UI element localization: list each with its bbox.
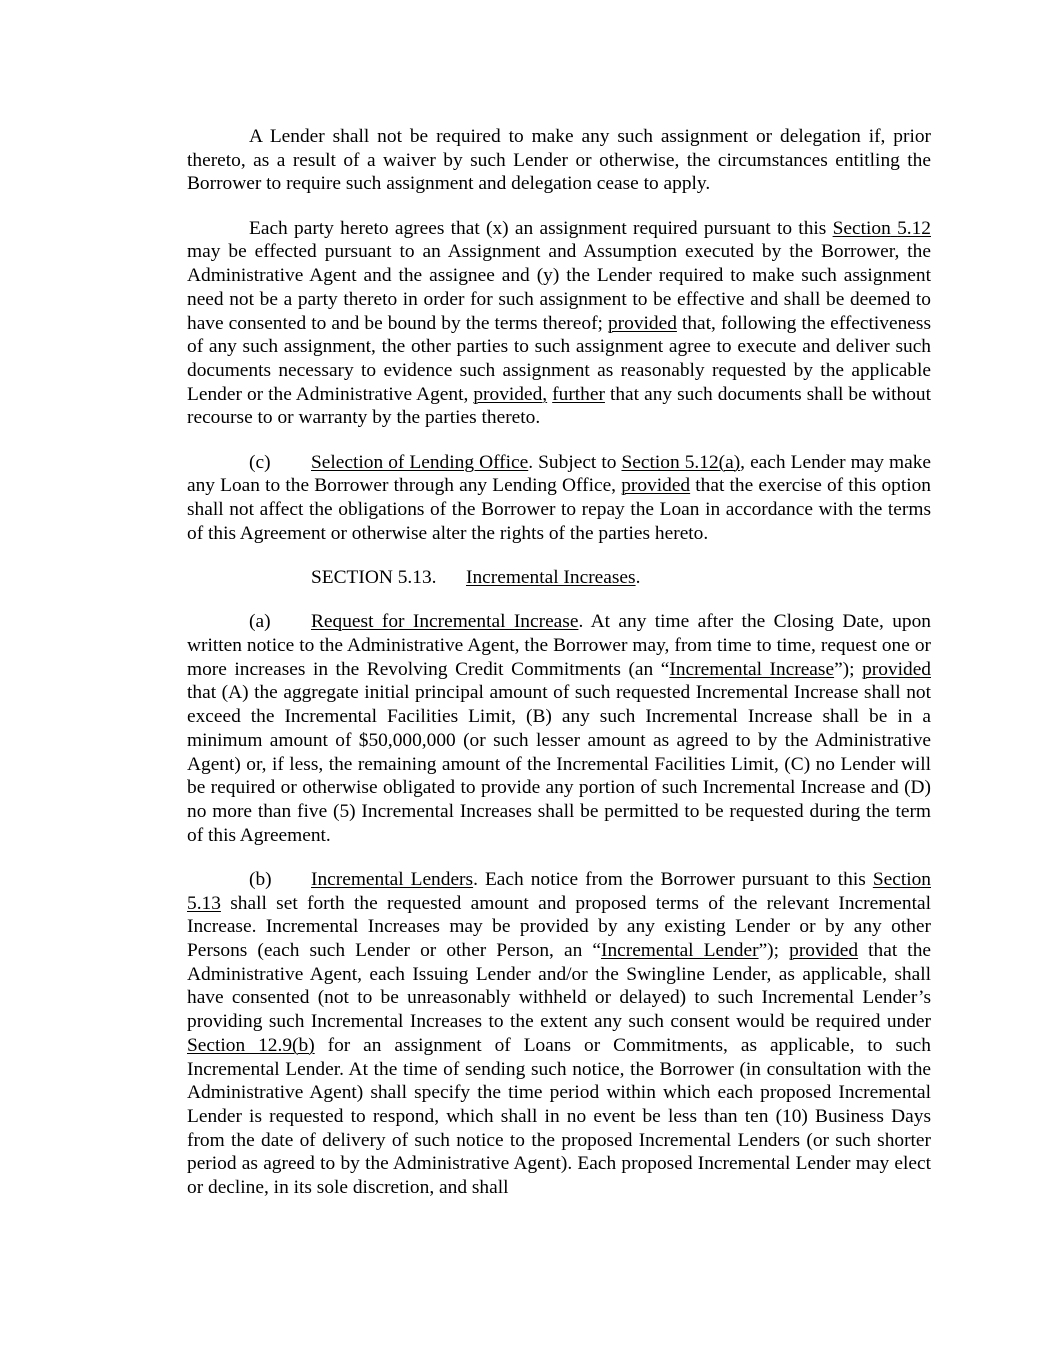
text-run: for an assignment of Loans or Commitments, as applicable, to such Incremental Lender. At the time of sending such notice, the Borrower (in consultation with the Administrative Agent) shall specify the time period within which each proposed Incremental Lender is requested to respond, which shall in no event be less than ten (10) Business Days from the date of delivery of such notice to the proposed Incremental Lenders (or such shorter period as agreed to by the Administrative Agent). Each proposed Incremental Lender may elect or decline, in its sole discretion, and shall [187,1034,931,1199]
provided-term: provided [862,658,931,680]
section-heading [187,566,931,590]
paragraph-request-for-incremental-increase [187,610,931,847]
clause-label: (c) [249,451,271,473]
section-reference-link[interactable]: Section 12.9(b) [187,1034,315,1056]
text-run: . Subject to [528,451,622,473]
text-run: . At any time after the Closing Date, upon written notice to the Administrative Agent, the Borrower may, from time to time, request one or more increases in the Revolving Credit Commitments (an “ [187,611,931,680]
text-run: that the Administrative Agent, each Issuing Lender and/or the Swingline Lender, as applicable, shall have consented (not to be unreasonably withheld or delayed) to such Incremental Lender’s providing such Incremental Increases to the extent any such consent would be required under [187,940,932,1033]
section-reference-link[interactable]: Section 5.12(a) [621,451,741,473]
text-run: shall set forth the requested amount and proposed terms of the relevant Incremental Increase. Incremental Increases may be provided by any existing Lender or by any other Persons (each such Lender or other Person, an “ [187,892,931,962]
paragraph-text: A Lender shall not be required to make any such assignment or delegation if, prior thereto, as a result of a waiver by such Lender or otherwise, the circumstances entitling the Borrower to require such assignment and delegation cease to apply. [187,126,931,195]
section-reference-link[interactable]: Section [832,217,891,239]
provided-term: provided [607,312,677,334]
provided-term: provided, [473,383,548,405]
provided-term: provided [789,940,859,962]
paragraph-selection-of-lending-office [187,451,931,546]
defined-term: Incremental Increase [669,658,835,680]
section-title: Incremental Increases [466,567,636,589]
text-run: that the exercise of this option shall not affect the obligations of the Borrower to repay the Loan in accordance with the terms of this Agreement or otherwise alter the rights of the parties hereto. [187,475,932,544]
provided-term: provided [621,475,691,497]
clause-label: (b) [249,868,272,890]
text-run: Each party hereto agrees that (x) an assignment required pursuant to this [249,217,833,239]
defined-term: Incremental Lender [600,940,759,962]
text-run: ”); [834,658,863,680]
further-term: further [552,383,605,405]
text-run: ”); [758,940,790,962]
section-number: SECTION 5.13. [311,567,437,589]
section-reference-link[interactable]: Section 5.13 [187,868,931,914]
section-title-period: . [635,567,641,589]
clause-label: (a) [249,611,271,633]
paragraph-incremental-lenders [187,868,931,1200]
text-run: . Each notice from the Borrower pursuant to this [473,868,873,890]
clause-heading: Incremental Lenders [311,868,474,890]
text-run: , each Lender may make any Loan to the Borrower through any Lending Office, [187,451,932,497]
document-body [187,125,931,1200]
clause-heading: Request for Incremental Increase [311,611,579,633]
text-run: that, following the effectiveness of any such assignment, the other parties to such assignment agree to execute and deliver such documents necessary to evidence such assignment as reasonably requested by the applicable Lender or the Administrative Agent, [187,312,931,405]
text-run: that any such documents shall be without recourse to or warranty by the parties thereto. [187,383,931,429]
text-run: may be effected pursuant to an Assignment and Assumption executed by the Borrower, the Administrative Agent and the assignee and (y) the Lender required to make such assignment need not be a party thereto in order for such assignment to be effective and shall be deemed to have consented to and be bound by the terms thereof; [187,241,931,334]
paragraph-assignment-waiver [187,125,931,196]
section-reference-link[interactable]: 5.12 [897,217,931,239]
clause-heading: Selection of Lending Office [311,451,529,473]
paragraph-assignment-effect [187,217,931,430]
text-run: that (A) the aggregate initial principal amount of such requested Incremental Increase shall not exceed the Incremental Facilities Limit, (B) any such Incremental Increase shall be in a minimum amount of $50,000,000 (or such lesser amount as agreed to by the Administrative Agent) or, if less, the remaining amount of the Incremental Facilities Limit, (C) no Lender will be required or otherwise obligated to provide any portion of such Incremental Increase and (D) no more than five (5) Incremental Increases shall be permitted to be requested during the term of this Agreement. [187,682,931,846]
